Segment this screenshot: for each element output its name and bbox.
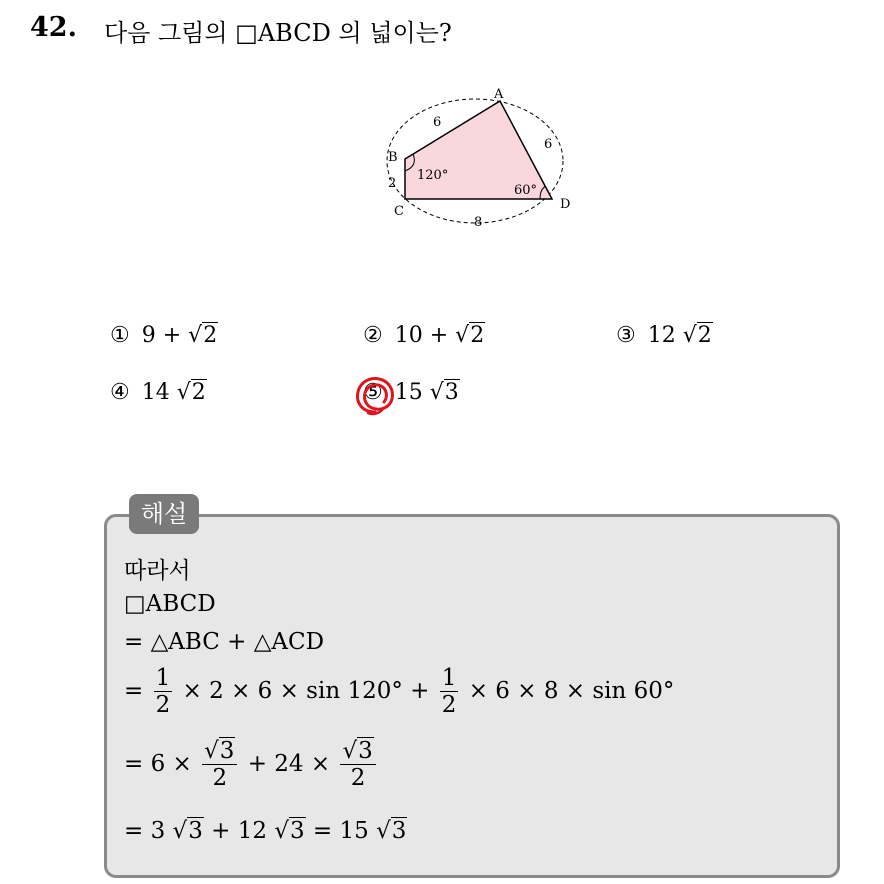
- vertex-label-d: D: [560, 197, 571, 212]
- solution-line-1: 따라서: [124, 558, 191, 584]
- vertex-label-b: B: [388, 150, 398, 165]
- fraction: $\frac{1}{2}$: [155, 665, 171, 719]
- choice-3[interactable]: ③ 12 √2: [616, 323, 712, 348]
- vertex-label-c: C: [394, 204, 404, 219]
- choice-5[interactable]: ⑤ 15 √3: [363, 380, 459, 405]
- angle-label-b: 120°: [417, 168, 449, 183]
- choice-1-mark: ①: [110, 323, 130, 348]
- answer-circle-mark: [352, 372, 398, 418]
- solution-line-5: = 6 × $\frac{√3}{2}$ + 24 × $\frac{√3}{2}$: [124, 738, 379, 792]
- solution-line-4: = $\frac{1}{2}$ × 2 × 6 × sin 120° + $\frac{1}{2}$ × 6 × 8 × sin 60°: [124, 665, 675, 719]
- side-label-ad: 6: [544, 137, 553, 152]
- side-label-cd: 8: [474, 215, 483, 230]
- sqrt: √2: [176, 380, 206, 405]
- solution-tag: 해설: [129, 494, 199, 534]
- sqrt: √2: [455, 323, 485, 348]
- side-label-ab: 6: [433, 115, 442, 130]
- sqrt: √3: [429, 380, 459, 405]
- choice-2-mark: ②: [363, 323, 383, 348]
- solution-line-3: = △ABC + △ACD: [124, 629, 325, 655]
- choice-4[interactable]: ④ 14 √2: [110, 380, 206, 405]
- question-text: 다음 그림의 □ABCD 의 넓이는?: [104, 19, 452, 47]
- choice-2[interactable]: ② 10 + √2: [363, 323, 485, 348]
- sqrt: √2: [188, 323, 218, 348]
- choice-4-mark: ④: [110, 380, 130, 405]
- solution-line-6: = 3 √3 + 12 √3 = 15 √3: [124, 818, 407, 844]
- choice-3-mark: ③: [616, 323, 636, 348]
- fraction: $\frac{√3}{2}$: [340, 738, 375, 792]
- question-number: 42.: [30, 12, 77, 43]
- side-label-bc: 2: [388, 176, 397, 191]
- sqrt: √2: [682, 323, 712, 348]
- choice-1[interactable]: ① 9 + √2: [110, 323, 218, 348]
- choice-5-mark: ⑤: [363, 380, 383, 405]
- quadrilateral-figure: [380, 86, 580, 236]
- vertex-label-a: A: [494, 87, 504, 102]
- solution-line-2: □ABCD: [124, 591, 216, 617]
- fraction: $\frac{√3}{2}$: [202, 738, 237, 792]
- fraction: $\frac{1}{2}$: [441, 665, 457, 719]
- angle-label-d: 60°: [514, 183, 538, 198]
